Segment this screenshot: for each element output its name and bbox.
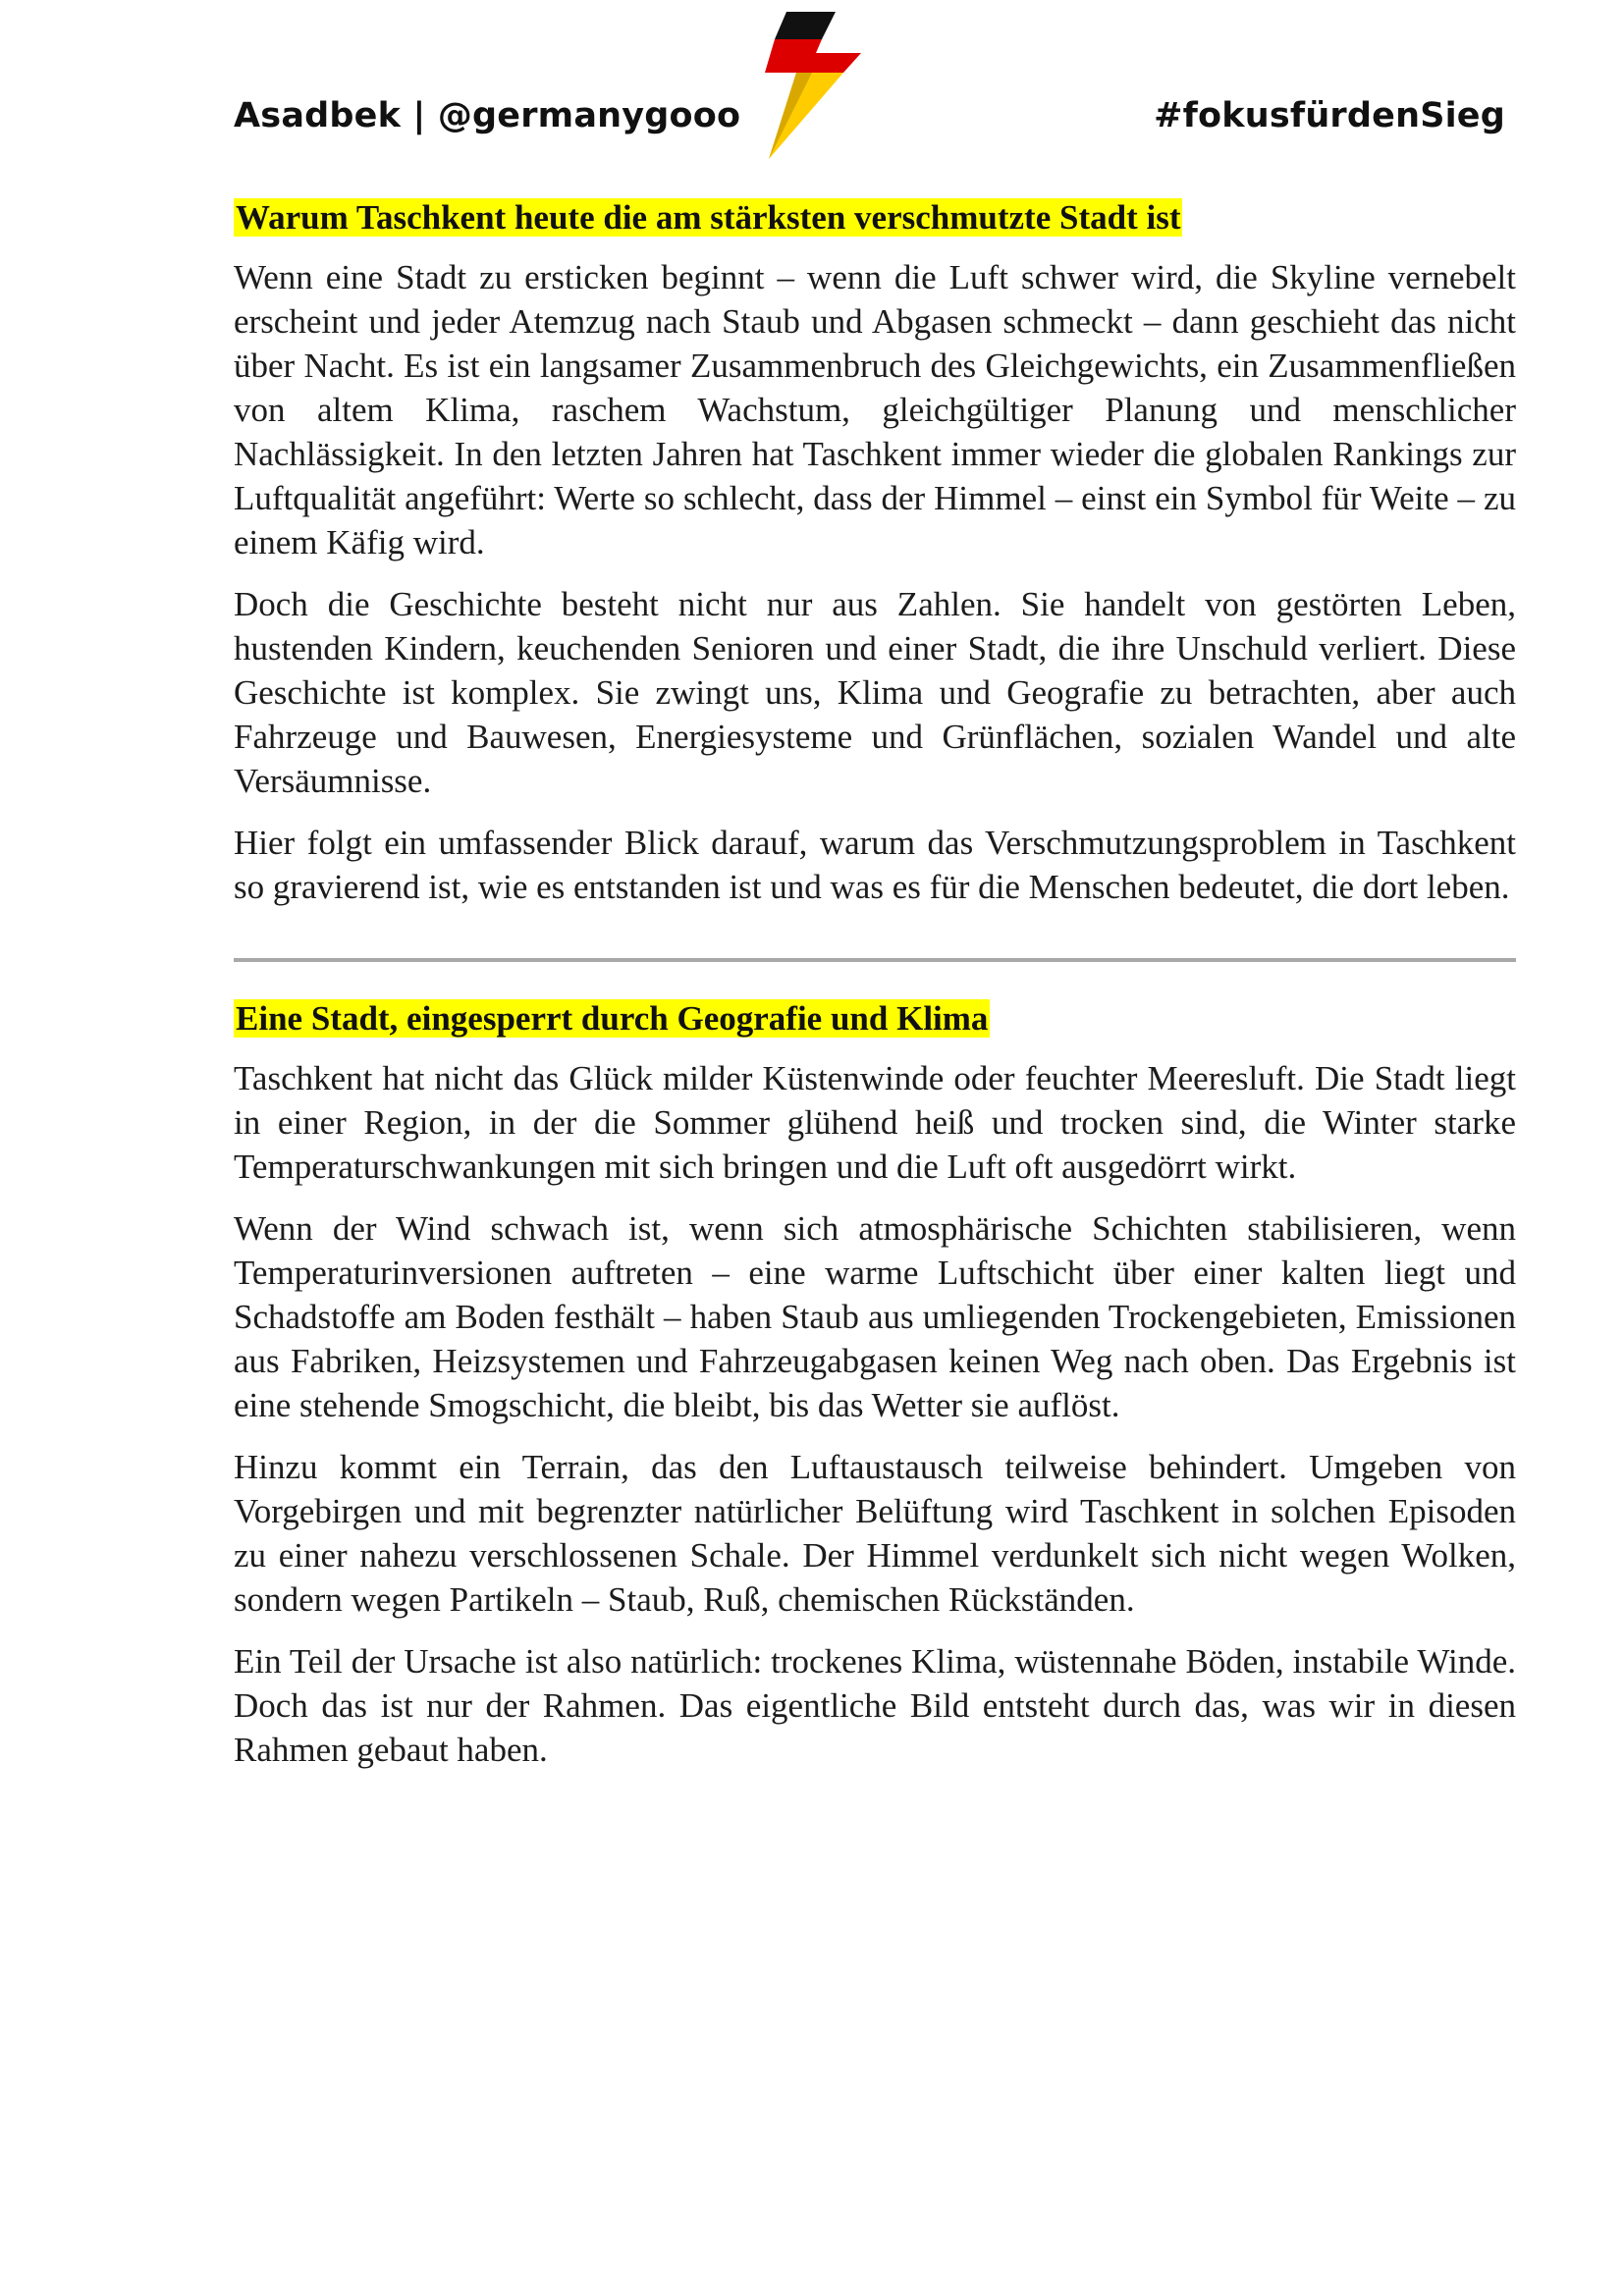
bolt-red-segment	[765, 39, 861, 73]
paragraph: Wenn eine Stadt zu ersticken beginnt – wenn die Luft schwer wird, die Skyline vernebelt erscheint und jeder Atemzug nach Staub und Abgasen schmeckt – dann geschieht das nicht über Nacht. Es ist ein langsamer Zusammenbruch des Gleichgewichts, ein Zusammenfließen von altem Klima, raschem Wachstum, gleichgültiger Planung und menschlicher Nachlässigkeit. In den letzten Jahren hat Taschkent immer wieder die globalen Rankings zur Luftqualität angeführt: Werte so schlecht, dass der Himmel – einst ein Symbol für Weite – zu einem Käfig wird.	[234, 258, 1516, 561]
author-handle: Asadbek | @germanygooo	[234, 96, 741, 135]
document-body	[234, 194, 1516, 1772]
section-heading	[234, 995, 1516, 1042]
section-pollution-intro	[234, 194, 1516, 909]
section-geography-climate	[234, 995, 1516, 1772]
paragraph: Ein Teil der Ursache ist also natürlich: trockenes Klima, wüstennahe Böden, instabile Winde. Doch das ist nur der Rahmen. Das eigentliche Bild entsteht durch das, was wir in diesen Rahmen gebaut haben.	[234, 1642, 1516, 1769]
section-heading	[234, 194, 1516, 241]
highlighted-heading-text: Eine Stadt, eingesperrt durch Geografie und Klima	[236, 999, 989, 1038]
hashtag: #fokusfürdenSieg	[1154, 96, 1505, 135]
bolt-black-segment	[775, 12, 836, 39]
lightning-bolt-icon	[757, 12, 865, 159]
paragraph: Doch die Geschichte besteht nicht nur aus Zahlen. Sie handelt von gestörten Leben, hustenden Kindern, keuchenden Senioren und einer Stadt, die ihre Unschuld verliert. Diese Geschichte ist komplex. Sie zwingt uns, Klima und Geografie zu betrachten, aber auch Fahrzeuge und Bauwesen, Energiesysteme und Grünflächen, sozialen Wandel und alte Versäumnisse.	[234, 585, 1516, 800]
page-header	[0, 0, 1624, 187]
highlighted-heading-text: Warum Taschkent heute die am stärksten verschmutzte Stadt ist	[236, 198, 1181, 237]
section-divider	[234, 958, 1516, 962]
paragraph: Taschkent hat nicht das Glück milder Küstenwinde oder feuchter Meeresluft. Die Stadt liegt in einer Region, in der die Sommer glühend heiß und trocken sind, die Winter starke Temperaturschwankungen mit sich bringen und die Luft oft ausgedörrt wirkt.	[234, 1059, 1516, 1186]
paragraph: Hinzu kommt ein Terrain, das den Luftaustausch teilweise behindert. Umgeben von Vorgebirgen und mit begrenzter natürlicher Belüftung wird Taschkent in solchen Episoden zu einer nahezu verschlossenen Schale. Der Himmel verdunkelt sich nicht wegen Wolken, sondern wegen Partikeln – Staub, Ruß, chemischen Rückständen.	[234, 1448, 1516, 1619]
paragraph: Wenn der Wind schwach ist, wenn sich atmosphärische Schichten stabilisieren, wenn Temperaturinversionen auftreten – eine warme Luftschicht über einer kalten liegt und Schadstoffe am Boden festhält – haben Staub aus umliegenden Trockengebieten, Emissionen aus Fabriken, Heizsystemen und Fahrzeugabgasen keinen Weg nach oben. Das Ergebnis ist eine stehende Smogschicht, die bleibt, bis das Wetter sie auflöst.	[234, 1209, 1516, 1424]
paragraph: Hier folgt ein umfassender Blick darauf, warum das Verschmutzungsproblem in Taschkent so gravierend ist, wie es entstanden ist und was es für die Menschen bedeutet, die dort leben.	[234, 824, 1516, 906]
bolt-gold-segment	[769, 73, 843, 159]
